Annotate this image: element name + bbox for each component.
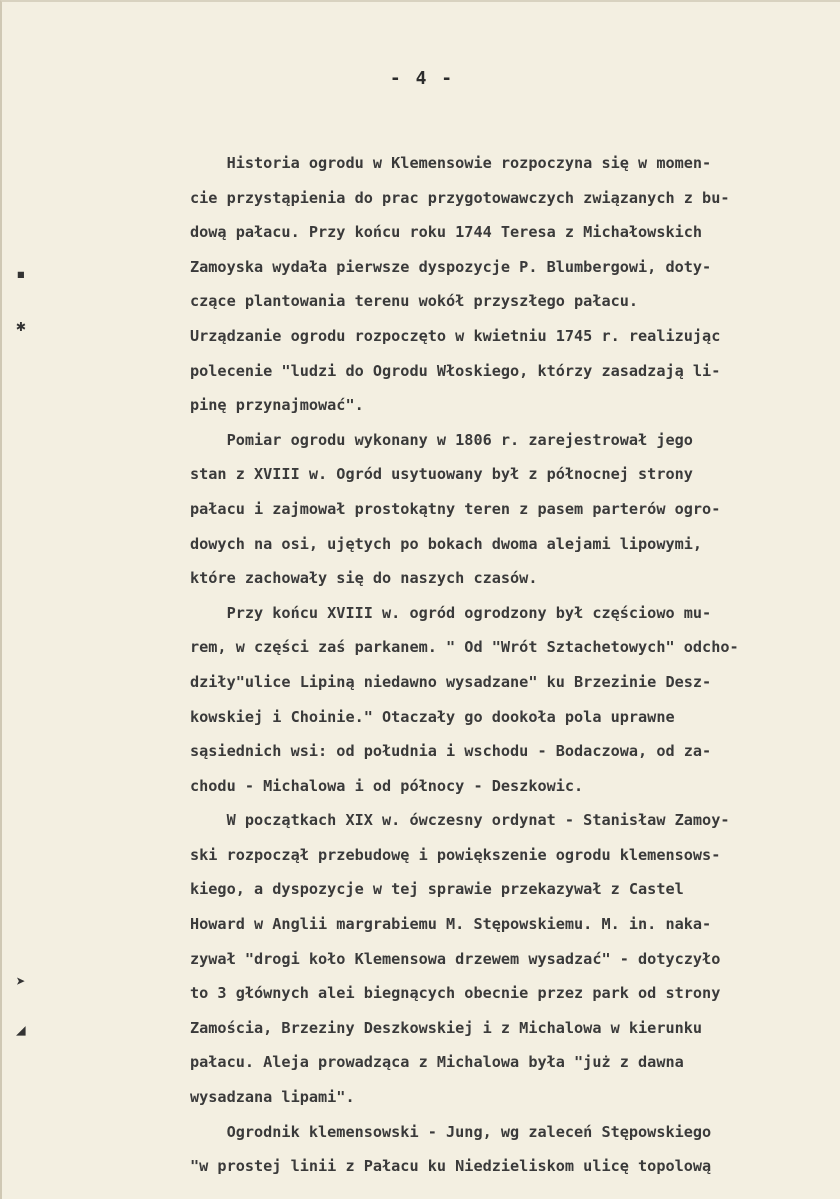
text-line: dziły"ulice Lipiną niedawno wysadzane" ku Brzezinie Desz- (190, 672, 712, 691)
margin-mark: ✱ (16, 316, 26, 335)
margin-mark: ◢ (16, 1020, 26, 1039)
text-line: pinę przynajmować". (190, 396, 364, 415)
text-line: cie przystąpienia do prac przygotowawczych związanych z bu- (190, 188, 730, 207)
text-line: Ogrodnik klemensowski - Jung, wg zaleceń Stępowskiego (190, 1122, 712, 1141)
text-line: wysadzana lipami". (190, 1088, 355, 1107)
text-line: dowych na osi, ujętych po bokach dwoma alejami lipowymi, (190, 534, 703, 553)
text-line: Zamościa, Brzeziny Deszkowskiej i z Michalowa w kierunku (190, 1018, 703, 1037)
text-line: Pomiar ogrodu wykonany w 1806 r. zarejestrował jego (190, 430, 693, 449)
text-line: Przy końcu XVIII w. ogród ogrodzony był częściowo mu- (190, 603, 712, 622)
margin-mark: ▪ (16, 264, 26, 283)
text-line: kiego, a dyspozycje w tej sprawie przekazywał z Castel (190, 880, 684, 899)
text-line: stan z XVIII w. Ogród usytuowany był z północnej strony (190, 465, 693, 484)
text-line: pałacu i zajmował prostokątny teren z pasem parterów ogro- (190, 499, 721, 518)
text-line: polecenie "ludzi do Ogrodu Włoskiego, którzy zasadzają li- (190, 361, 721, 380)
text-line: sąsiednich wsi: od południa i wschodu - Bodaczowa, od za- (190, 742, 712, 761)
text-line: zywał "drogi koło Klemensowa drzewem wysadzać" - dotyczyło (190, 949, 721, 968)
text-line: Urządzanie ogrodu rozpoczęto w kwietniu 1745 r. realizując (190, 326, 721, 345)
text-line: rem, w części zaś parkanem. " Od "Wrót Sztachetowych" odcho- (190, 638, 739, 657)
text-line: pałacu. Aleja prowadząca z Michalowa była "już z dawna (190, 1053, 684, 1072)
text-line: które zachowały się do naszych czasów. (190, 569, 538, 588)
text-line: Historia ogrodu w Klemensowie rozpoczyna się w momen- (190, 154, 712, 172)
text-line: Howard w Anglii margrabiemu M. Stępowskiemu. M. in. naka- (190, 915, 712, 934)
text-line: Zamoyska wydała pierwsze dyspozycje P. Blumbergowi, doty- (190, 257, 712, 276)
margin-mark: ➤ (16, 972, 26, 991)
text-line: W początkach XIX w. ówczesny ordynat - Stanisław Zamoy- (190, 811, 730, 830)
text-line: ski rozpoczął przebudowę i powiększenie ogrodu klemensows- (190, 845, 721, 864)
body-text (190, 146, 820, 1184)
text-line: "w prostej linii z Pałacu ku Niedzieliskom ulicę topolową (190, 1157, 712, 1176)
text-line: kowskiej i Choinie." Otaczały go dookoła pola uprawne (190, 707, 675, 726)
text-line: czące plantowania terenu wokół przyszłego pałacu. (190, 292, 639, 311)
text-line: chodu - Michalowa i od północy - Deszkowic. (190, 776, 584, 795)
text-line: dową pałacu. Przy końcu roku 1744 Teresa z Michałowskich (190, 223, 703, 242)
text-line: to 3 głównych alei biegnących obecnie przez park od strony (190, 984, 721, 1003)
page-number: - 4 - (389, 68, 455, 89)
